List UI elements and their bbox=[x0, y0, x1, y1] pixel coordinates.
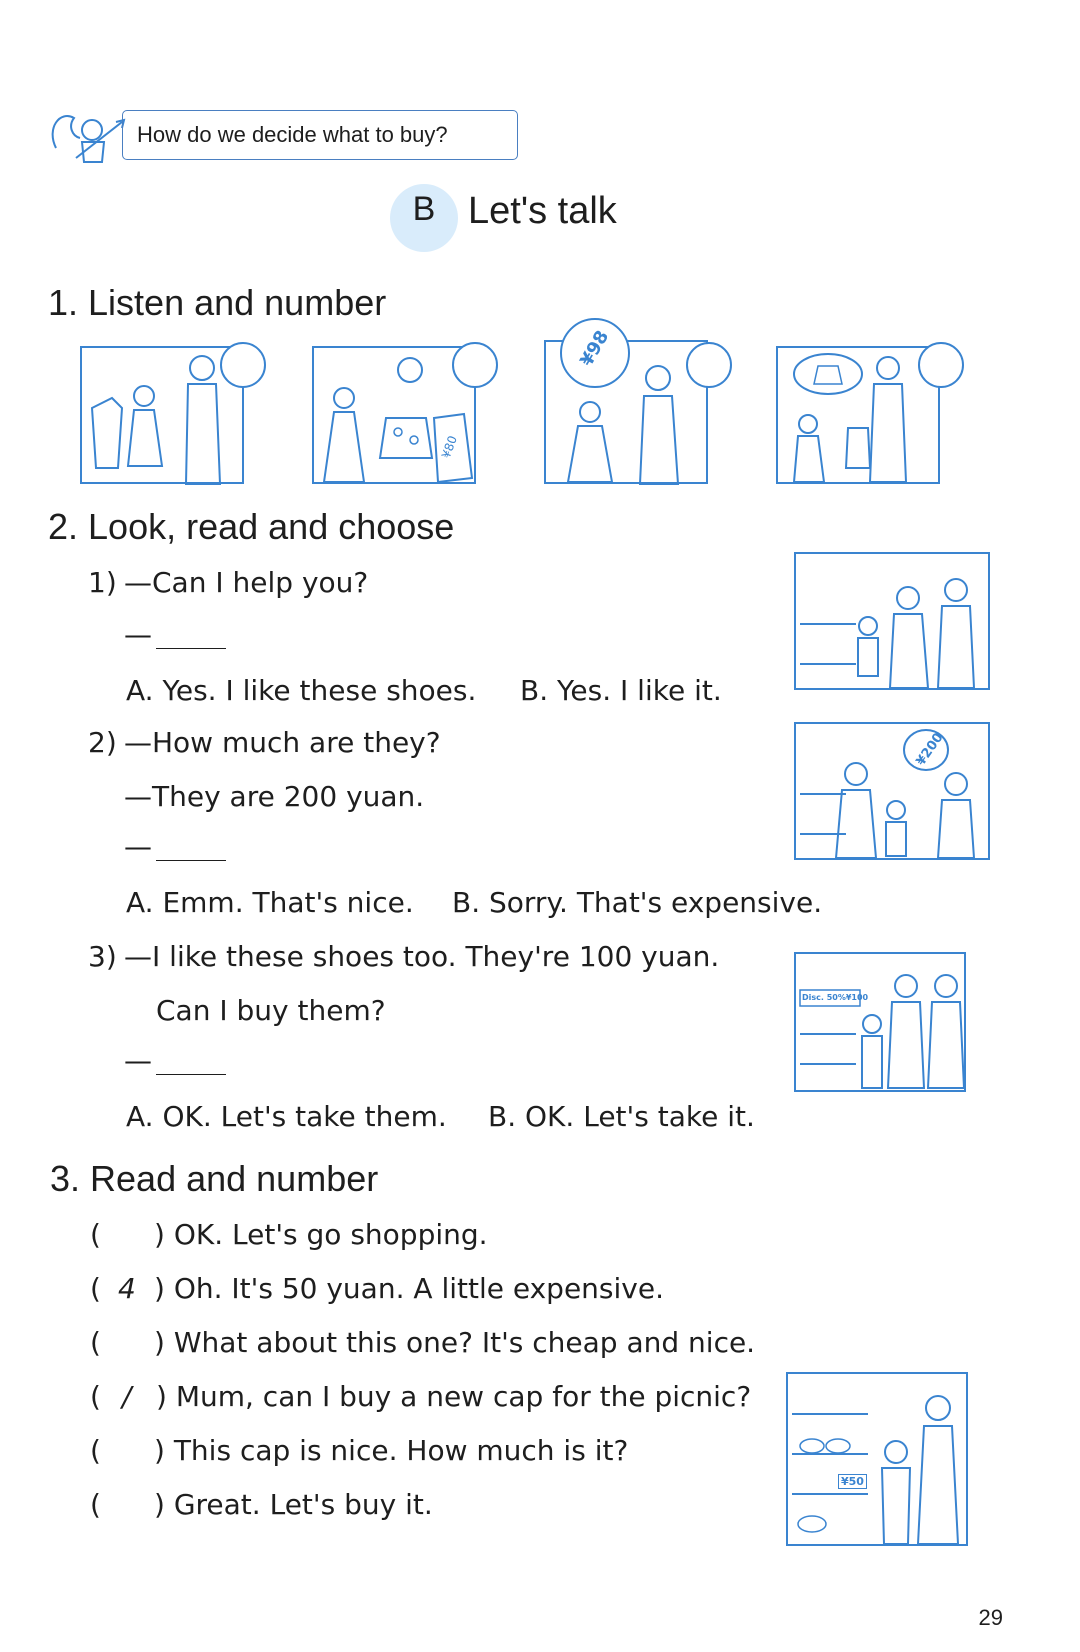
listen-picture-4 bbox=[776, 346, 940, 484]
s3-item-1-open-paren: ( bbox=[90, 1218, 101, 1251]
q1-picture bbox=[794, 552, 990, 690]
s3-item-5-open-paren: ( bbox=[90, 1434, 101, 1467]
q2-option-a: A. Emm. That's nice. bbox=[126, 886, 414, 919]
section-2-title: 2. Look, read and choose bbox=[48, 506, 455, 547]
q3-picture bbox=[794, 952, 966, 1092]
price-tag-50: ¥50 bbox=[838, 1474, 867, 1489]
q3-option-a: A. OK. Let's take them. bbox=[126, 1100, 447, 1133]
s3-item-6-open-paren: ( bbox=[90, 1488, 101, 1521]
q1-dash: — bbox=[124, 618, 152, 651]
price-tag-98: ¥98 bbox=[576, 326, 614, 371]
q1-answer-blank[interactable] bbox=[156, 648, 226, 649]
s3-picture bbox=[786, 1372, 968, 1546]
answer-circle-3[interactable] bbox=[686, 342, 732, 388]
guiding-question: How do we decide what to buy? bbox=[122, 110, 518, 160]
q1-option-b: B. Yes. I like it. bbox=[520, 674, 722, 707]
s3-item-4-text: ) Mum, can I buy a new cap for the picnic? bbox=[156, 1380, 752, 1413]
q3-dash: — bbox=[124, 1044, 152, 1077]
answer-circle-2[interactable] bbox=[452, 342, 498, 388]
q1-option-a: A. Yes. I like these shoes. bbox=[126, 674, 477, 707]
squirrel-mascot-icon bbox=[46, 108, 126, 170]
q3-answer-blank[interactable] bbox=[156, 1074, 226, 1075]
q1-line1: —Can I help you? bbox=[124, 566, 369, 599]
s3-item-2-number[interactable]: 4 bbox=[118, 1272, 136, 1305]
price-tag-200: ¥200 bbox=[913, 730, 947, 769]
s3-item-5-text: ) This cap is nice. How much is it? bbox=[154, 1434, 629, 1467]
section-3-title: 3. Read and number bbox=[50, 1158, 379, 1199]
s3-item-2-open-paren: ( bbox=[90, 1272, 101, 1305]
discount-sign: Disc. 50%¥100 bbox=[802, 993, 869, 1002]
part-title: Let's talk bbox=[468, 190, 617, 232]
s3-item-1-text: ) OK. Let's go shopping. bbox=[154, 1218, 488, 1251]
answer-circle-4[interactable] bbox=[918, 342, 964, 388]
answer-circle-1[interactable] bbox=[220, 342, 266, 388]
s3-item-3-text: ) What about this one? It's cheap and nice. bbox=[154, 1326, 756, 1359]
q2-label: 2) bbox=[88, 726, 117, 759]
q3-option-b: B. OK. Let's take it. bbox=[488, 1100, 755, 1133]
q2-line2: —They are 200 yuan. bbox=[124, 780, 425, 813]
s3-item-2-text: ) Oh. It's 50 yuan. A little expensive. bbox=[154, 1272, 664, 1305]
q1-label: 1) bbox=[88, 566, 117, 599]
s3-item-4-number[interactable]: / bbox=[122, 1380, 132, 1413]
q2-picture bbox=[794, 722, 990, 860]
page-number: 29 bbox=[978, 1605, 1003, 1630]
q3-label: 3) bbox=[88, 940, 117, 973]
q2-option-b: B. Sorry. That's expensive. bbox=[452, 886, 823, 919]
price-tag-80: ¥80 bbox=[438, 433, 460, 461]
q2-answer-blank[interactable] bbox=[156, 860, 226, 861]
part-letter: B bbox=[412, 190, 436, 228]
q2-line1: —How much are they? bbox=[124, 726, 441, 759]
s3-item-3-open-paren: ( bbox=[90, 1326, 101, 1359]
s3-item-6-text: ) Great. Let's buy it. bbox=[154, 1488, 433, 1521]
section-1-title: 1. Listen and number bbox=[48, 282, 387, 323]
q2-dash: — bbox=[124, 830, 152, 863]
q3-line1: —I like these shoes too. They're 100 yuan. bbox=[124, 940, 720, 973]
s3-item-4-open-paren: ( bbox=[90, 1380, 101, 1413]
q3-line2: Can I buy them? bbox=[156, 994, 386, 1027]
